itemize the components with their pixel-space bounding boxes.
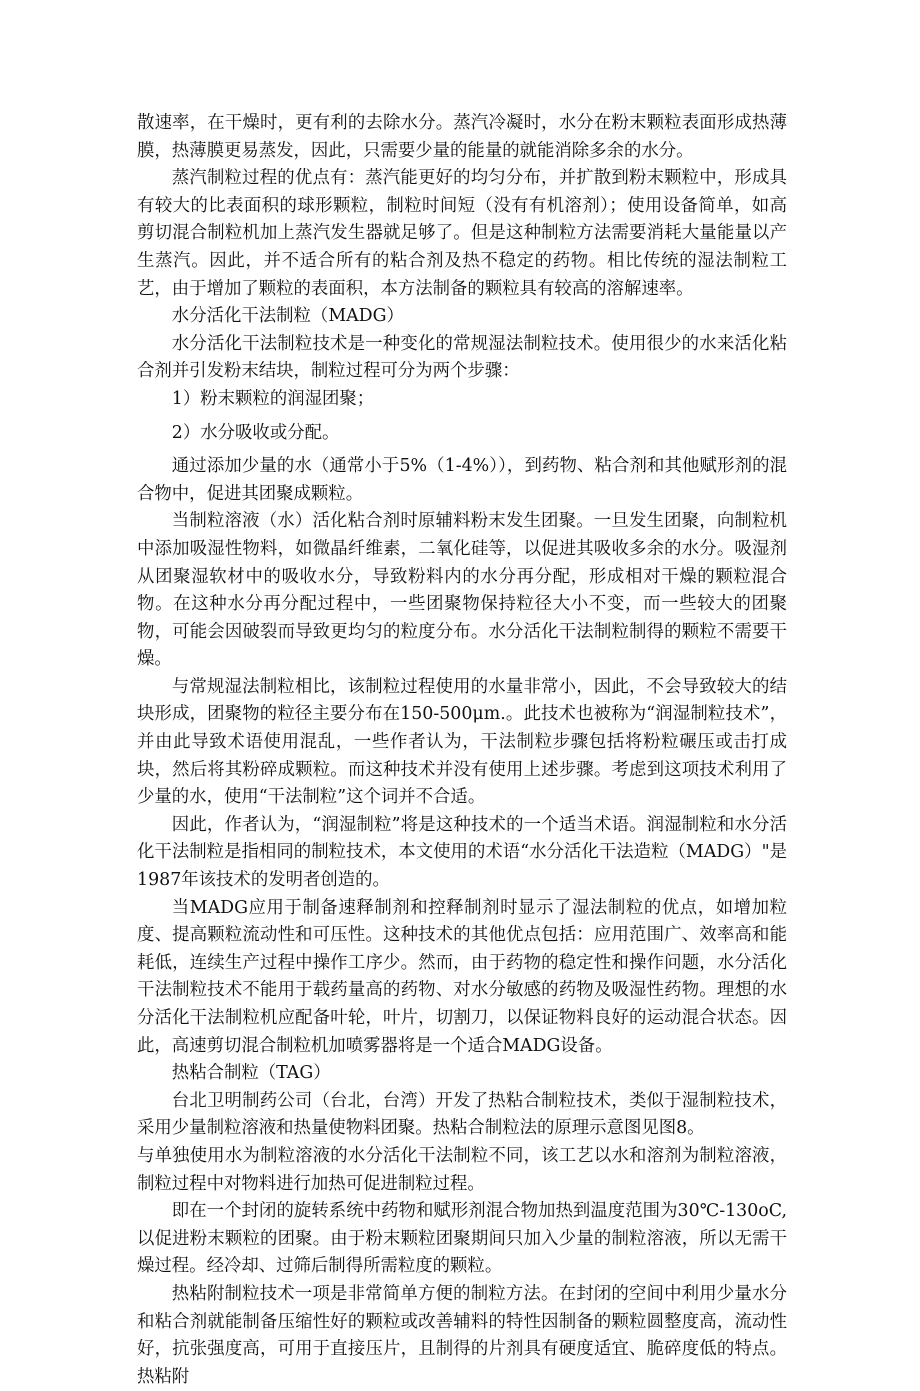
section-heading-madg: 水分活化干法制粒（MADG） (171, 306, 404, 327)
paragraph-steam-drying: 散速率，在干燥时，更有利的去除水分。蒸汽冷凝时，水分在粉末颗粒表面形成热薄膜，热薄膜更易蒸发，因此，只需要少量的能量的就能消除多余的水分。 (137, 113, 787, 161)
paragraph-tag-difference: 与单独使用水为制粒溶液的水分活化干法制粒不同，该工艺以水和溶剂为制粒溶液，制粒过程中对物料进行加热可促进制粒过程。 (137, 1145, 787, 1194)
paragraph-madg-terminology: 因此，作者认为，“润湿制粒”将是这种技术的一个适当术语。润湿制粒和水分活化干法制粒是指相同的制粒技术，本文使用的术语“水分活化干法造粒（MADG）"是1987年该技术的发明者创造的。 (137, 814, 787, 891)
document-body (137, 110, 787, 1391)
paragraph-madg-intro: 水分活化干法制粒技术是一种变化的常规湿法制粒技术。使用很少的水来活化粘合剂并引发粉末结块，制粒过程可分为两个步骤： (137, 333, 787, 382)
paragraph-tag-intro: 台北卫明制药公司（台北，台湾）开发了热粘合制粒技术，类似于湿制粒技术，采用少量制粒溶液和热量使物料团聚。热粘合制粒法的原理示意图见图8。 (137, 1090, 787, 1139)
paragraph-madg-comparison: 与常规湿法制粒相比，该制粒过程使用的水量非常小，因此，不会导致较大的结块形成，团聚物的粒径主要分布在150-500μm.。此技术也被称为“润湿制粒技术”，并由此导致术语使用混乱，一些作者认为，干法制粒步骤包括将粉粒碾压或击打成块，然后将其粉碎成颗粒。而这种技术并没有使用上述步骤。考虑到这项技术利用了少量的水，使用“干法制粒”这个词并不合适。 (137, 676, 787, 808)
list-item-step-2: 2）水分吸收或分配。 (171, 422, 340, 443)
paragraph-tag-advantages: 热粘附制粒技术一项是非常简单方便的制粒方法。在封闭的空间中利用少量水分和粘合剂就能制备压缩性好的颗粒或改善辅料的特性因制备的颗粒圆整度高，流动性好，抗张强度高，可用于直接压片，且制得的片剂具有硬度适宜、脆碎度低的特点。热粘附 (137, 1283, 787, 1387)
paragraph-madg-agglomeration: 当制粒溶液（水）活化粘合剂时原辅料粉末发生团聚。一旦发生团聚，向制粒机中添加吸湿性物料，如微晶纤维素，二氧化硅等，以促进其吸收多余的水分。吸湿剂从团聚湿软材中的吸收水分，导致粉料内的水分再分配，形成相对干燥的颗粒混合物。在这种水分再分配过程中，一些团聚物保持粒径大小不变，而一些较大的团聚物，可能会因破裂而导致更均匀的粒度分布。水分活化干法制粒制得的颗粒不需要干燥。 (137, 511, 787, 670)
section-heading-tag: 热粘合制粒（TAG） (171, 1063, 331, 1084)
list-item-step-1: 1）粉末颗粒的润湿团聚； (171, 388, 375, 409)
paragraph-steam-advantages: 蒸汽制粒过程的优点有：蒸汽能更好的均匀分布，并扩散到粉末颗粒中，形成具有较大的比表面积的球形颗粒，制粒时间短（没有有机溶剂）；使用设备简单，如高剪切混合制粒机加上蒸汽发生器就足够了。但是这种制粒方法需要消耗大量能量以产生蒸汽。因此，并不适合所有的粘合剂及热不稳定的药物。相比传统的湿法制粒工艺，由于增加了颗粒的表面积，本方法制备的颗粒具有较高的溶解速率。 (137, 168, 787, 299)
paragraph-madg-applications: 当MADG应用于制备速释制剂和控释制剂时显示了湿法制粒的优点，如增加粒度、提高颗粒流动性和可压性。这种技术的其他优点包括：应用范围广、效率高和能耗低，连续生产过程中操作工序少。然而，由于药物的稳定性和操作问题，水分活化干法制粒技术不能用于载药量高的药物、对水分敏感的药物及吸湿性药物。理想的水分活化干法制粒机应配备叶轮，叶片，切割刀，以保证物料良好的运动混合状态。因此，高速剪切混合制粒机加喷雾器将是一个适合MADG设备。 (137, 897, 787, 1056)
paragraph-madg-water: 通过添加少量的水（通常小于5%（1-4%）），到药物、粘合剂和其他赋形剂的混合物中，促进其团聚成颗粒。 (137, 456, 787, 504)
paragraph-tag-process: 即在一个封闭的旋转系统中药物和赋形剂混合物加热到温度范围为30℃-130oC,以促进粉末颗粒的团聚。由于粉末颗粒团聚期间只加入少量的制粒溶液，所以无需干燥过程。经冷却、过筛后制得所需粒度的颗粒。 (137, 1201, 787, 1277)
